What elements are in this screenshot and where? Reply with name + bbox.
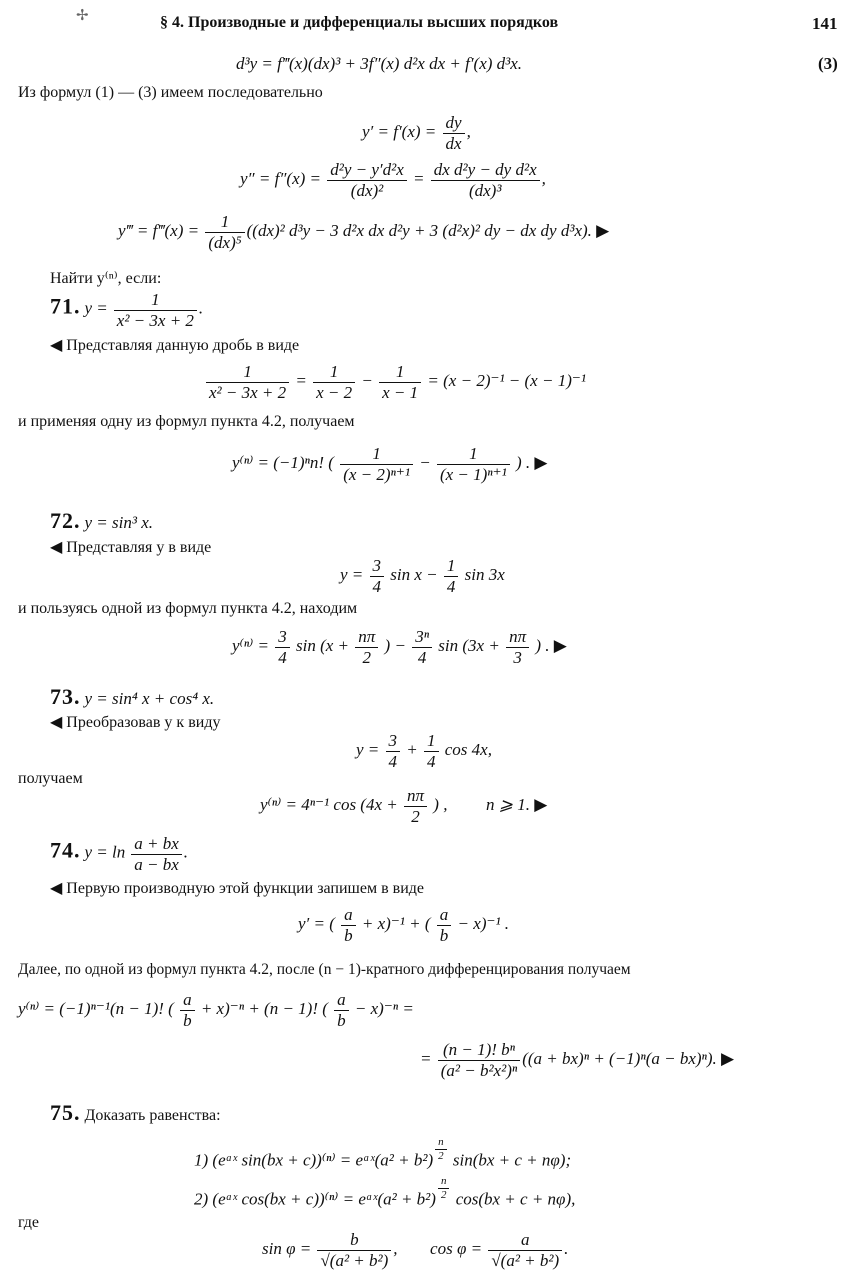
p72-using-text: и пользуясь одной из формул пункта 4.2, находим	[18, 600, 358, 617]
p74-r1-f1-den: b	[180, 1010, 195, 1031]
p75-cos-den: √(a² + b²)	[488, 1250, 562, 1271]
p74-r1-tail: − x)⁻ⁿ =	[354, 998, 414, 1018]
page-number: 141	[812, 14, 838, 33]
section-title: § 4. Производные и дифференциалы высших порядков	[160, 14, 559, 31]
p74-stmt-den: a − bx	[131, 854, 182, 875]
p73-f1	[386, 731, 401, 771]
p75-w-cos: cos φ =	[430, 1238, 483, 1258]
problem-72-statement	[50, 508, 153, 534]
p75-eq1-tail: sin(bx + c + nφ);	[452, 1150, 572, 1170]
p71-decomposition	[204, 362, 586, 402]
problem-72-number: 72.	[50, 508, 81, 533]
y2-num-2: dx d²y − dy d²x	[433, 160, 537, 179]
p73-f2-den: 4	[424, 751, 439, 772]
p71-f3-num: 1	[395, 362, 405, 381]
p72-r-b: ) −	[384, 635, 406, 655]
p75-eq2-pd: 2	[438, 1188, 450, 1202]
p72-r1	[275, 627, 290, 667]
p74-f-left: y′ = (	[298, 913, 335, 933]
p75-eq1-pd: 2	[435, 1149, 447, 1163]
p75-w-sep: ,	[393, 1238, 398, 1258]
y2-den-1: (dx)²	[327, 180, 407, 201]
y3-fraction	[205, 212, 244, 252]
y2-left: y″ = f″(x) =	[240, 168, 321, 188]
p73-r-den: 2	[404, 806, 427, 827]
p71-r1-den: (x − 2)ⁿ⁺¹	[340, 464, 413, 485]
formula-d3y: d³y = f‴(x)(dx)³ + 3f″(x) d²x dx + f′(x) d³x.	[236, 54, 523, 73]
p71-f2	[313, 362, 355, 402]
p74-r2-num: (n − 1)! bⁿ	[442, 1040, 515, 1059]
p74-f-tail: − x)⁻¹ .	[457, 913, 510, 933]
p72-r-c: sin (3x +	[438, 635, 500, 655]
p71-r1-num: 1	[372, 444, 381, 463]
formula-y1	[362, 113, 471, 153]
p73-result	[260, 786, 547, 826]
p75-phi-definition	[262, 1230, 568, 1270]
p72-result	[232, 627, 567, 667]
formula-y2	[240, 160, 546, 200]
p75-sin-num: b	[350, 1230, 359, 1249]
p72-r1-den: 4	[275, 647, 290, 668]
p74-r1-f2-num: a	[337, 990, 346, 1009]
p71-r-tail: ) . ▶	[515, 452, 548, 472]
p75-sin-den: √(a² + b²)	[317, 1250, 391, 1271]
p71-f-tail: = (x − 2)⁻¹ − (x − 1)⁻¹	[427, 370, 586, 390]
p75-eq1-power	[435, 1136, 447, 1162]
p73-get-text: получаем	[18, 770, 83, 787]
y3-num: 1	[220, 212, 230, 231]
p74-f1-den: b	[341, 925, 356, 946]
p74-f1	[341, 905, 356, 945]
p75-stmt: Доказать равенства:	[84, 1107, 221, 1124]
y2-num-1: d²y − y′d²x	[330, 160, 404, 179]
p73-f-plus: +	[406, 739, 418, 759]
y1-den: dx	[443, 133, 465, 154]
p71-result	[232, 444, 547, 484]
y1-num: dy	[445, 113, 462, 132]
p74-r1-f2-den: b	[334, 1010, 349, 1031]
p74-first-derivative	[298, 905, 509, 945]
p74-r2-fraction	[438, 1040, 520, 1080]
p71-r2-den: (x − 1)ⁿ⁺¹	[437, 464, 510, 485]
p74-r1-f1-num: a	[183, 990, 192, 1009]
p72-r-a: sin (x +	[295, 635, 350, 655]
p73-solution-intro: ◀ Преобразовав y к виду	[50, 714, 221, 731]
intro-text: Из формул (1) — (3) имеем последовательно	[18, 84, 323, 101]
problem-75-number: 75.	[50, 1100, 81, 1125]
p71-f2-num: 1	[329, 362, 339, 381]
p74-further-text: Далее, по одной из формул пункта 4.2, после (n − 1)-кратного дифференцирования получаем	[18, 961, 631, 978]
p72-representation	[340, 556, 505, 596]
p74-f2	[437, 905, 452, 945]
y1-fraction	[443, 113, 465, 153]
p72-r2-num: nπ	[358, 627, 376, 646]
p71-r2	[437, 444, 510, 484]
p73-stmt: y = sin⁴ x + cos⁴ x.	[84, 689, 215, 708]
p73-f-left: y =	[356, 739, 380, 759]
p75-eq1-pn: n	[438, 1136, 444, 1148]
p71-r2-num: 1	[469, 444, 478, 463]
p73-r-cond: n ⩾ 1. ▶	[485, 794, 548, 814]
p74-stmt-fraction	[131, 834, 182, 874]
y3-tail: ((dx)² d³y − 3 d²x dx d²y + 3 (d²x)² dy − dx dy d³x). ▶	[246, 220, 610, 240]
p74-r1-a: + x)⁻ⁿ + (n − 1)! (	[200, 998, 328, 1018]
p71-apply-text: и применяя одну из формул пункта 4.2, получаем	[18, 413, 355, 430]
p73-f2-num: 1	[427, 731, 436, 750]
p71-stmt-tail: .	[198, 298, 204, 318]
problem-71-number: 71.	[50, 293, 81, 319]
p74-stmt-left: y = ln	[84, 842, 126, 862]
p73-representation	[356, 731, 492, 771]
y2-eq: =	[413, 168, 425, 188]
p73-r-tail: ) ,	[433, 794, 448, 814]
problem-73-number: 73.	[50, 684, 81, 709]
p72-r4-num: nπ	[509, 627, 527, 646]
p72-r2	[355, 627, 378, 667]
scan-speck: ✢	[76, 8, 89, 24]
p74-r1-left: y⁽ⁿ⁾ = (−1)ⁿ⁻¹(n − 1)! (	[18, 998, 174, 1018]
p72-f2	[444, 556, 459, 596]
y1-left: y′ = f′(x) =	[362, 121, 437, 141]
p71-f1-num: 1	[243, 362, 252, 381]
p72-r2-den: 2	[355, 647, 378, 668]
p74-solution-intro: ◀ Первую производную этой функции запишем в виде	[50, 880, 425, 897]
p73-f2	[424, 731, 439, 771]
p71-stmt-den: x² − 3x + 2	[114, 310, 197, 331]
y3-left: y‴ = f‴(x) =	[118, 220, 200, 240]
p72-f-left: y =	[340, 564, 364, 584]
p75-eq1-left: 1) (eᵃˣ sin(bx + c))⁽ⁿ⁾ = eᵃˣ(a² + b²)	[194, 1150, 434, 1170]
p72-f1	[370, 556, 385, 596]
p72-r4-den: 3	[506, 647, 529, 668]
p73-r-left: y⁽ⁿ⁾ = 4ⁿ⁻¹ cos (4x +	[260, 794, 398, 814]
p75-w-sin: sin φ =	[262, 1238, 312, 1258]
p72-r-left: y⁽ⁿ⁾ =	[232, 635, 269, 655]
p71-solution-intro: ◀ Представляя данную дробь в виде	[50, 337, 300, 354]
p75-eq2-power	[438, 1175, 450, 1201]
p72-r3-den: 4	[412, 647, 432, 668]
p73-r1	[404, 786, 427, 826]
problem-75-statement	[50, 1100, 221, 1126]
y2-fraction-2	[431, 160, 540, 200]
formula-tag-3: (3)	[818, 54, 838, 73]
p71-f3-den: x − 1	[379, 382, 421, 403]
p75-eq2-left: 2) (eᵃˣ cos(bx + c))⁽ⁿ⁾ = eᵃˣ(a² + b²)	[194, 1189, 436, 1209]
p74-f1-num: a	[344, 905, 353, 924]
p74-r2-left: =	[420, 1048, 432, 1068]
p74-r1-f2	[334, 990, 349, 1030]
problem-71-statement	[50, 290, 203, 330]
formula-y3	[118, 212, 609, 252]
p72-solution-intro: ◀ Представляя y в виде	[50, 539, 212, 556]
p72-r3-num: 3ⁿ	[415, 627, 430, 646]
y3-den: (dx)⁵	[205, 232, 244, 253]
p73-r-num: nπ	[407, 786, 425, 805]
p71-f2-den: x − 2	[313, 382, 355, 403]
p72-f1-den: 4	[370, 576, 385, 597]
problem-73-statement	[50, 684, 214, 710]
p75-eq2-pn: n	[440, 1175, 447, 1187]
p75-w-tail: .	[564, 1238, 569, 1258]
p72-r1-num: 3	[278, 627, 287, 646]
problem-74-number: 74.	[50, 837, 81, 863]
p71-f1-den: x² − 3x + 2	[206, 382, 289, 403]
p72-f1-num: 3	[372, 556, 382, 575]
p74-stmt-tail: .	[183, 842, 189, 862]
p74-f2-num: a	[439, 905, 449, 924]
p72-f-tail: sin 3x	[464, 564, 505, 584]
p73-f-tail: cos 4x,	[444, 739, 492, 759]
p74-result-line-2	[420, 1040, 734, 1080]
p74-r2-den: (a² − b²x²)ⁿ	[438, 1060, 520, 1081]
p74-f2-den: b	[437, 925, 452, 946]
p74-f-a: + x)⁻¹ + (	[361, 913, 431, 933]
p75-sin-fraction	[317, 1230, 391, 1270]
p74-stmt-num: a + bx	[134, 834, 179, 853]
p75-eq2-tail: cos(bx + c + nφ),	[455, 1189, 576, 1209]
p71-f3	[379, 362, 421, 402]
p75-cos-num: a	[521, 1230, 530, 1249]
y1-tail: ,	[466, 121, 471, 141]
y2-fraction-1	[327, 160, 407, 200]
p71-stmt-num: 1	[151, 290, 160, 309]
p71-f-minus: −	[361, 370, 373, 390]
p74-r1-f1	[180, 990, 195, 1030]
p73-f1-den: 4	[386, 751, 401, 772]
p72-r4	[506, 627, 529, 667]
p75-where-text: где	[18, 1214, 40, 1231]
p71-f-eq: =	[295, 370, 307, 390]
p72-r3	[412, 627, 432, 667]
p72-f2-den: 4	[444, 576, 459, 597]
p75-equality-1	[194, 1136, 571, 1170]
p73-f1-num: 3	[388, 731, 398, 750]
p71-r-minus: −	[419, 452, 431, 472]
p72-r-tail: ) . ▶	[535, 635, 567, 655]
p75-equality-2	[194, 1175, 575, 1209]
p71-stmt-left: y =	[84, 298, 108, 318]
p71-r-left: y⁽ⁿ⁾ = (−1)ⁿn! (	[232, 452, 334, 472]
p74-result-line-1	[18, 990, 414, 1030]
y2-tail: ,	[541, 168, 546, 188]
p72-f-mid: sin x −	[390, 564, 438, 584]
p74-r2-tail: ((a + bx)ⁿ + (−1)ⁿ(a − bx)ⁿ). ▶	[522, 1048, 735, 1068]
p71-r1	[340, 444, 413, 484]
y2-den-2: (dx)³	[431, 180, 540, 201]
find-nth-text: Найти y⁽ⁿ⁾, если:	[50, 270, 162, 287]
p75-cos-fraction	[488, 1230, 562, 1270]
p71-stmt-fraction	[114, 290, 197, 330]
p71-f1	[206, 362, 289, 402]
p72-f2-num: 1	[446, 556, 456, 575]
problem-74-statement	[50, 834, 188, 874]
p72-stmt: y = sin³ x.	[84, 513, 153, 532]
